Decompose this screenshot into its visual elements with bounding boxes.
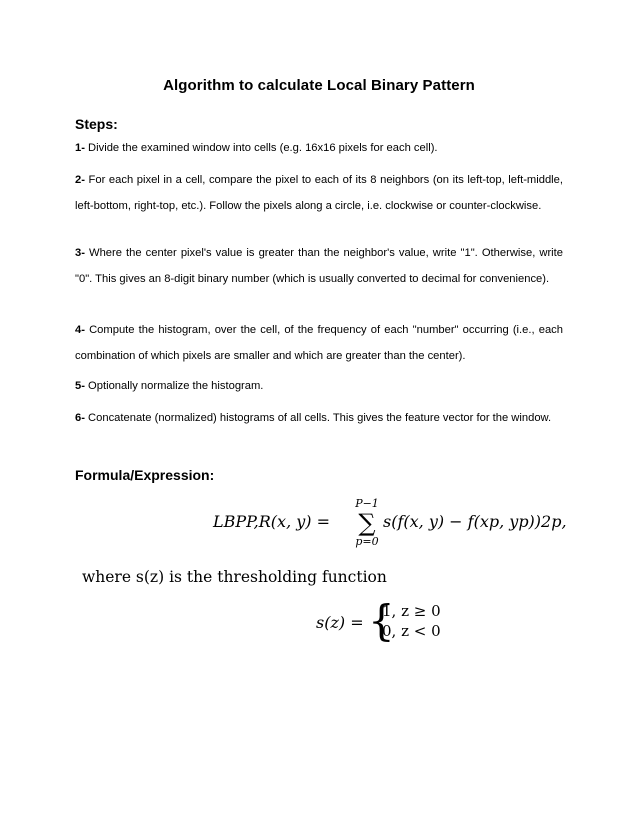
sum-upper-limit: P−1 xyxy=(355,497,379,510)
step-text: For each pixel in a cell, compare the pixel to each of its 8 neighbors (on its left-top, left-middle, left-bottom, right-top, etc.). Follow the pixels along a circle, i.e. clockwise or counter-clockwise. xyxy=(75,174,563,212)
step-number: 5- xyxy=(75,380,85,392)
step-text: Where the center pixel's value is greater than the neighbor's value, write "1". Otherwise, write "0". This gives an 8-digit binary number (which is usually converted to decimal for convenience). xyxy=(75,247,563,285)
step-number: 1- xyxy=(75,142,85,154)
case-1: 1, z ≥ 0 xyxy=(382,602,441,620)
step-text: Optionally normalize the histogram. xyxy=(84,380,264,392)
step-text: Compute the histogram, over the cell, of the frequency of each "number" occurring (i.e., each combination of which pixels are smaller and which are greater than the center). xyxy=(75,324,563,362)
equation-rhs: s(f(x, y) − f(xp, yp))2p, xyxy=(383,512,567,531)
step-1 xyxy=(75,136,563,162)
step-text: Divide the examined window into cells (e.g. 16x16 pixels for each cell). xyxy=(84,142,438,154)
step-number: 6- xyxy=(75,412,85,424)
step-6 xyxy=(75,406,563,432)
lbp-equation xyxy=(213,498,583,560)
step-3 xyxy=(75,241,563,292)
summation xyxy=(353,498,381,548)
step-number: 4- xyxy=(75,324,85,336)
step-2 xyxy=(75,168,563,219)
where-line: where s(z) is the thresholding function xyxy=(82,568,387,586)
cases xyxy=(382,601,441,641)
equation-lhs: LBPP,R(x, y) = xyxy=(213,512,331,531)
step-text: Concatenate (normalized) histograms of all cells. This gives the feature vector for the window. xyxy=(84,412,552,424)
case-2: 0, z < 0 xyxy=(382,622,441,640)
step-number: 3- xyxy=(75,247,85,259)
step-5 xyxy=(75,374,563,400)
steps-heading: Steps: xyxy=(75,116,118,132)
sum-sign: ∑ xyxy=(358,509,376,537)
threshold-equation xyxy=(316,596,516,646)
formula-heading: Formula/Expression: xyxy=(75,467,215,483)
step-4 xyxy=(75,318,563,369)
step-number: 2- xyxy=(75,174,85,186)
sum-lower-limit: p=0 xyxy=(355,535,379,548)
document-title: Algorithm to calculate Local Binary Pattern xyxy=(163,77,475,94)
threshold-lhs: s(z) = xyxy=(316,613,364,632)
left-brace: { xyxy=(368,596,395,645)
